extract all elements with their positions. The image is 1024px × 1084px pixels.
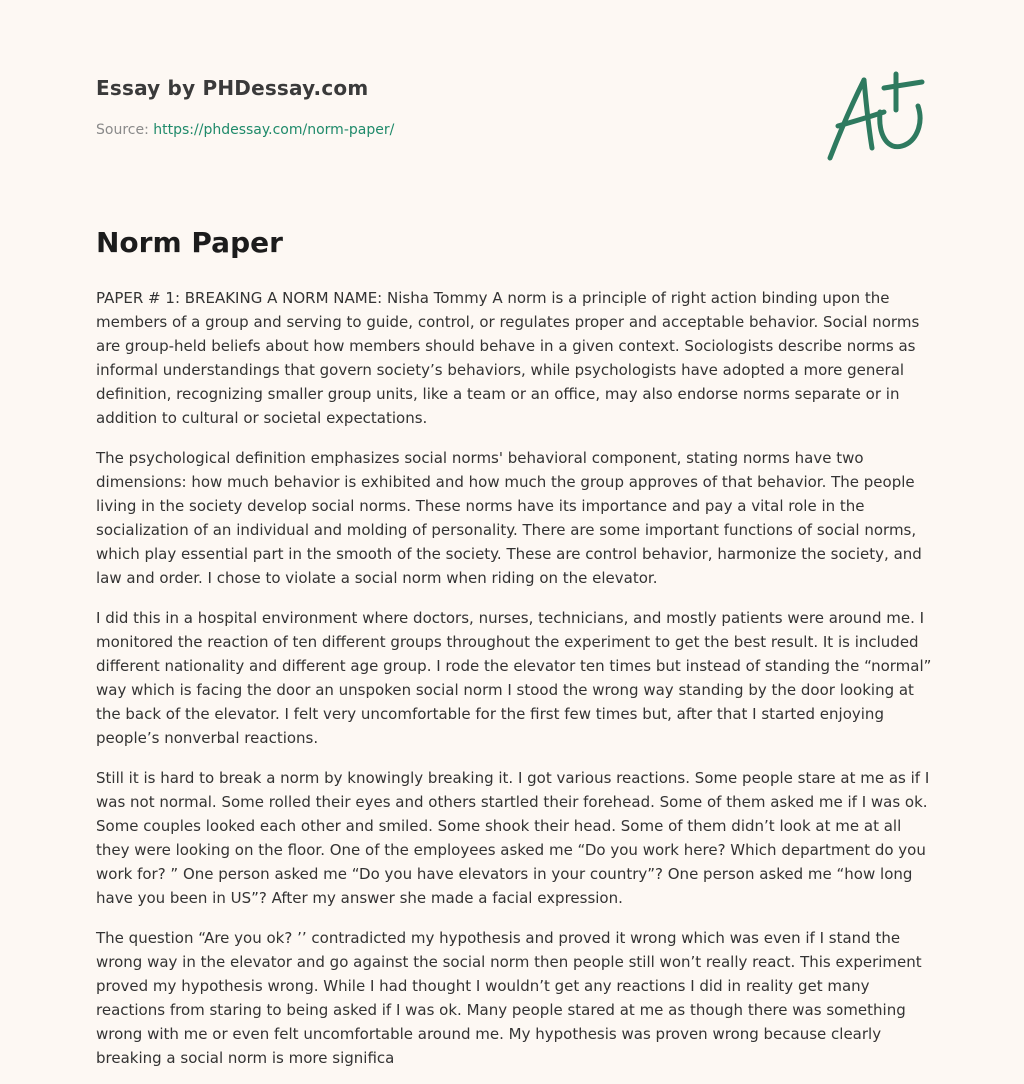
paragraph: The question “Are you ok? ’’ contradicted my hypothesis and proved it wrong which was even if I stand the wrong way in the elevator and go against the social norm then people still won’t really react. This experiment proved my hypothesis wrong. While I had thought I wouldn’t get any reactions I did in reality get many reactions from staring to being asked if I was ok. Many people stared at me as though there was something wrong with me or even felt uncomfortable around me. My hypothesis was proven wrong because clearly breaking a social norm is more significa bbox=[96, 929, 922, 1067]
paragraph: PAPER # 1: BREAKING A NORM NAME: Nisha Tommy A norm is a principle of right action binding upon the members of a group and serving to guide, control, or regulates proper and acceptable behavior. Social norms are group-held beliefs about how members should behave in a given context. Sociologists describe norms as informal understandings that govern society’s behaviors, while psychologists have adopted a more general definition, recognizing smaller group units, like a team or an office, may also endorse norms separate or in addition to cultural or societal expectations. bbox=[96, 289, 920, 427]
source-label: Source: bbox=[96, 122, 149, 138]
source-line bbox=[96, 122, 796, 138]
essay-body bbox=[96, 286, 932, 1084]
source-link[interactable]: https://phdessay.com/norm-paper/ bbox=[153, 122, 395, 138]
paragraph: I did this in a hospital environment where doctors, nurses, technicians, and mostly patients were around me. I monitored the reaction of ten different groups throughout the experiment to get the best result. It is included different nationality and different age group. I rode the elevator ten times but instead of standing the “normal” way which is facing the door an unspoken social norm I stood the wrong way standing by the door looking at the back of the elevator. I felt very uncomfortable for the first few times but, after that I started enjoying people’s nonverbal reactions. bbox=[96, 609, 932, 747]
a-plus-logo bbox=[818, 66, 930, 166]
site-title: Essay by PHDessay.com bbox=[96, 76, 369, 100]
paragraph: The psychological definition emphasizes social norms' behavioral component, stating norms have two dimensions: how much behavior is exhibited and how much the group approves of that behavior. The people living in the society develop social norms. These norms have its importance and pay a vital role in the socialization of an individual and molding of personality. There are some important functions of social norms, which play essential part in the smooth of the society. These are control behavior, harmonize the society, and law and order. I chose to violate a social norm when riding on the elevator. bbox=[96, 449, 922, 587]
document-title: Norm Paper bbox=[96, 226, 283, 259]
paragraph: Still it is hard to break a norm by knowingly breaking it. I got various reactions. Some people stare at me as if I was not normal. Some rolled their eyes and others startled their forehead. Some of them asked me if I was ok. Some couples looked each other and smiled. Some shook their head. Some of them didn’t look at me at all they were looking on the floor. One of the employees asked me “Do you work here? Which department do you work for? ” One person asked me “Do you have elevators in your country”? One person asked me “how long have you been in US”? After my answer she made a facial expression. bbox=[96, 769, 930, 907]
page-header bbox=[96, 76, 796, 138]
